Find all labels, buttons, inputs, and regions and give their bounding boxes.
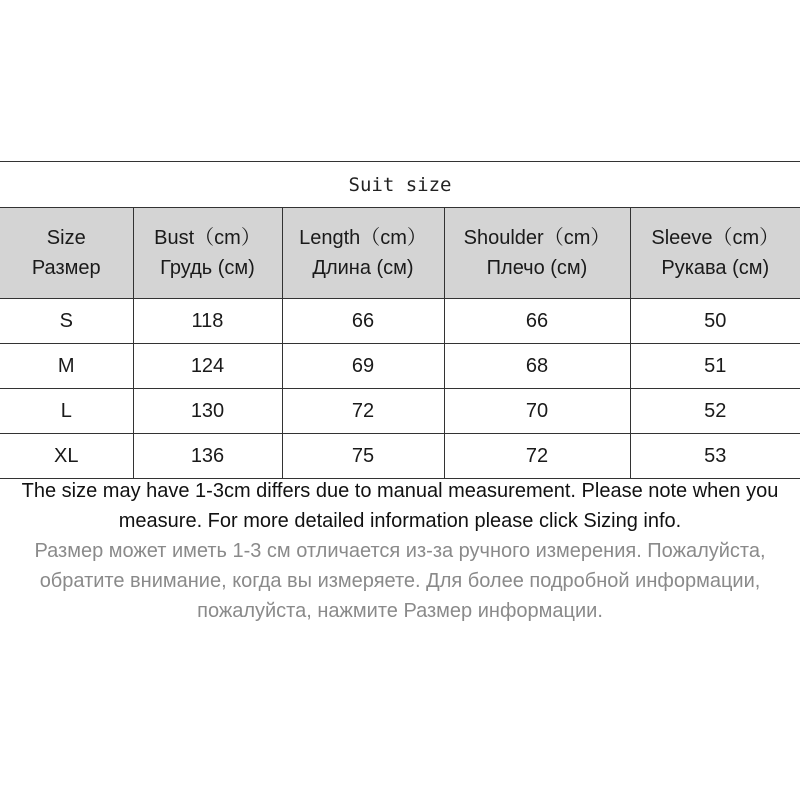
- shoulder-cell: 72: [444, 434, 630, 479]
- chart-title: Suit size: [0, 162, 800, 208]
- shoulder-cell: 66: [444, 299, 630, 344]
- bust-cell: 136: [133, 434, 282, 479]
- size-cell: M: [0, 344, 133, 389]
- size-cell: L: [0, 389, 133, 434]
- size-cell: S: [0, 299, 133, 344]
- column-header-length: [282, 208, 444, 299]
- column-header-sleeve-en: Sleeve（cm）: [651, 227, 780, 249]
- bust-cell: 124: [133, 344, 282, 389]
- note-english: The size may have 1-3cm differs due to manual measurement. Please note when you measure. For more detailed information please click Sizing info.: [21, 480, 779, 532]
- column-header-sleeve-ru: Рукава (см): [661, 257, 770, 279]
- column-header-bust: [133, 208, 282, 299]
- column-header-shoulder-ru: Плечо (см): [486, 257, 588, 279]
- column-header-size: [0, 208, 133, 299]
- sleeve-cell: 50: [630, 299, 800, 344]
- sleeve-cell: 53: [630, 434, 800, 479]
- table-row: [0, 344, 800, 389]
- size-cell: XL: [0, 434, 133, 479]
- table-row: [0, 389, 800, 434]
- column-header-size-en: Size: [46, 227, 86, 249]
- sleeve-cell: 51: [630, 344, 800, 389]
- shoulder-cell: 68: [444, 344, 630, 389]
- length-cell: 66: [282, 299, 444, 344]
- sleeve-cell: 52: [630, 389, 800, 434]
- column-header-shoulder-en: Shoulder（cm）: [463, 227, 611, 249]
- bust-cell: 130: [133, 389, 282, 434]
- shoulder-cell: 70: [444, 389, 630, 434]
- column-header-shoulder: [444, 208, 630, 299]
- bust-cell: 118: [133, 299, 282, 344]
- note-russian: Размер может иметь 1-3 см отличается из-за ручного измерения. Пожалуйста, обратите внимание, когда вы измеряете. Для более подробной информации, пожалуйста, нажмите Размер информации.: [34, 540, 766, 622]
- length-cell: 69: [282, 344, 444, 389]
- table-row: [0, 299, 800, 344]
- column-header-size-ru: Размер: [31, 257, 101, 279]
- size-chart-table: [0, 161, 800, 479]
- header-row: [0, 208, 800, 299]
- column-header-bust-en: Bust（cm）: [154, 227, 261, 249]
- column-header-length-ru: Длина (см): [312, 257, 414, 279]
- length-cell: 75: [282, 434, 444, 479]
- measurement-notes: [0, 476, 800, 626]
- length-cell: 72: [282, 389, 444, 434]
- column-header-length-en: Length（cm）: [299, 227, 427, 249]
- table-row: [0, 434, 800, 479]
- column-header-bust-ru: Грудь (см): [160, 257, 255, 279]
- column-header-sleeve: [630, 208, 800, 299]
